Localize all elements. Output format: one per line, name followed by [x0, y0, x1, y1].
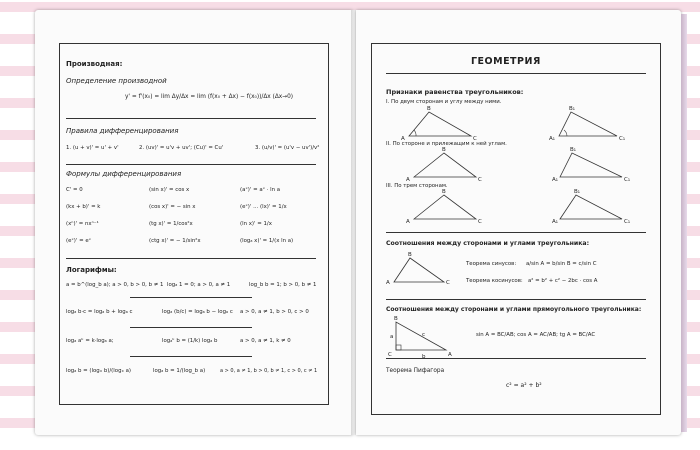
- side-label: b: [422, 354, 426, 360]
- vertex-label: A: [386, 280, 390, 286]
- definition-label: Определение производной: [66, 77, 167, 85]
- log-cell: a > 0, a ≠ 1, k ≠ 0: [240, 338, 291, 344]
- cosine-theorem-label: Теорема косинусов:: [466, 278, 523, 284]
- vertex-label: C: [388, 352, 392, 358]
- right-triangle: [384, 316, 454, 358]
- vertex-label: B: [394, 316, 398, 322]
- vertex-label: A₁: [549, 136, 555, 142]
- vertex-label: B₁: [574, 189, 580, 195]
- formula-cell: (aˣ)' = aˣ · ln a: [240, 187, 281, 193]
- side-label: a: [390, 334, 394, 340]
- log-cell: a = b^(log_b a); a > 0, b > 0, b ≠ 1: [66, 282, 164, 288]
- vertex-label: A: [448, 352, 452, 358]
- log-cell: logₐ aᵏ = k·logₐ a;: [66, 338, 114, 344]
- formula-cell: C' = 0: [66, 187, 83, 193]
- rule-product: 2. (uv)' = u'v + uv'; (Cu)' = Cu': [139, 145, 224, 151]
- formula-cell: (cos x)' = − sin x: [149, 204, 196, 210]
- formula-cell: (kx + b)' = k: [66, 204, 101, 210]
- divider: [66, 164, 316, 165]
- geometry-title: ГЕОМЕТРИЯ: [471, 56, 541, 67]
- rules-label: Правила дифференцирования: [66, 127, 179, 135]
- congruence-item-3: III. По трем сторонам.: [386, 183, 448, 189]
- formula-cell: (xⁿ)' = nxⁿ⁻¹: [66, 221, 99, 227]
- triangle-a1b1c1-1: [549, 106, 629, 140]
- vertex-label: C₁: [619, 136, 626, 142]
- side-label: c: [422, 332, 426, 338]
- divider: [66, 258, 316, 259]
- congruence-item-1: I. По двум сторонам и углу между ними.: [386, 99, 502, 105]
- left-page: [35, 10, 353, 435]
- formula-cell: (eˣ)' ... (lx)' = 1/x: [240, 204, 287, 210]
- sine-theorem-label: Теорема синусов:: [466, 261, 517, 267]
- divider: [386, 232, 646, 233]
- divider: [130, 297, 252, 298]
- congruence-item-2: II. По стороне и прилежащим к ней углам.: [386, 141, 507, 147]
- definition-formula: y' = f'(x₀) = lim Δy/Δx = lim (f(x₀ + Δx) − f(x₀))/Δx (Δx→0): [125, 94, 294, 100]
- congruence-title: Признаки равенства треугольников:: [386, 88, 524, 96]
- log-cell: logₐ b·c = logₐ b + logₐ c: [66, 309, 133, 315]
- triangle-abc-2: [406, 147, 481, 181]
- page-edges: [681, 14, 687, 432]
- log-cell: a > 0, a ≠ 1, b > 0, b ≠ 1, c > 0, c ≠ 1: [220, 368, 318, 374]
- formula-cell: (sin x)' = cos x: [149, 187, 190, 193]
- derivative-title: Производная:: [66, 60, 123, 68]
- triangle-abc-1: [401, 106, 476, 140]
- right-page: [356, 10, 681, 435]
- triangle-abc-3: [406, 189, 481, 223]
- divider: [386, 73, 646, 74]
- vertex-label: C: [478, 219, 482, 225]
- general-triangle: [382, 252, 452, 288]
- vertex-label: C: [478, 177, 482, 183]
- pythagoras-label: Теорема Пифагора: [386, 368, 445, 374]
- rule-quotient: 3. (u/v)' = (u'v − uv')/v²: [255, 145, 320, 151]
- formula-cell: (ctg x)' = − 1/sin²x: [149, 238, 201, 244]
- vertex-label: A: [406, 219, 410, 225]
- vertex-label: C: [473, 136, 477, 142]
- log-cell: logₐ b = 1/(log_b a): [153, 368, 206, 374]
- vertex-label: C₁: [624, 219, 631, 225]
- log-cell: logₐ (b/c) = logₐ b − logₐ c: [162, 309, 233, 315]
- log-title: Логарифмы:: [66, 266, 117, 274]
- rule-sum: 1. (u + v)' = u' + v': [66, 145, 119, 151]
- divider: [66, 118, 316, 119]
- vertex-label: A₁: [552, 177, 558, 183]
- log-cell: logₐ b = (logₓ b)/(logₓ a): [66, 368, 132, 374]
- formula-cell: (ln x)' = 1/x: [240, 221, 272, 227]
- formula-cell: (logₐ x)' = 1/(x ln a): [240, 238, 294, 244]
- log-cell: a > 0, a ≠ 1, b > 0, c > 0: [240, 309, 309, 315]
- vertex-label: A₁: [552, 219, 558, 225]
- vertex-label: B₁: [569, 106, 575, 112]
- sides-angles-title: Соотношения между сторонами и углами треугольника:: [386, 240, 590, 247]
- right-triangle-title: Соотношения между сторонами и углами прямоугольного треугольника:: [386, 306, 642, 313]
- log-cell: logₐᵏ b = (1/k) logₐ b: [162, 338, 218, 344]
- vertex-label: C₁: [624, 177, 631, 183]
- divider: [386, 358, 646, 359]
- formulas-label: Формулы дифференцирования: [66, 170, 182, 178]
- vertex-label: B: [442, 147, 446, 153]
- vertex-label: B: [427, 106, 431, 112]
- log-cell: logₐ 1 = 0; a > 0, a ≠ 1: [167, 282, 231, 288]
- vertex-label: A: [401, 136, 405, 142]
- log-cell: log_b b = 1; b > 0, b ≠ 1: [249, 282, 317, 288]
- divider: [130, 356, 252, 357]
- triangle-a1b1c1-2: [552, 147, 632, 181]
- formula-cell: (eˣ)' = eˣ: [66, 238, 92, 244]
- sine-theorem: a/sin A = b/sin B = c/sin C: [526, 261, 597, 267]
- vertex-label: A: [406, 177, 410, 183]
- triangle-a1b1c1-3: [552, 189, 632, 223]
- vertex-label: B₁: [570, 147, 576, 153]
- right-triangle-ratios: sin A = BC/AB; cos A = AC/AB; tg A = BC/AC: [476, 332, 596, 338]
- divider: [130, 327, 252, 328]
- formula-cell: (tg x)' = 1/cos²x: [149, 221, 193, 227]
- vertex-label: C: [446, 280, 450, 286]
- divider: [386, 299, 646, 300]
- pythagoras-formula: c² = a² + b²: [506, 382, 542, 389]
- vertex-label: B: [442, 189, 446, 195]
- cosine-theorem: a² = b² + c² − 2bc · cos A: [528, 278, 598, 284]
- vertex-label: B: [408, 252, 412, 258]
